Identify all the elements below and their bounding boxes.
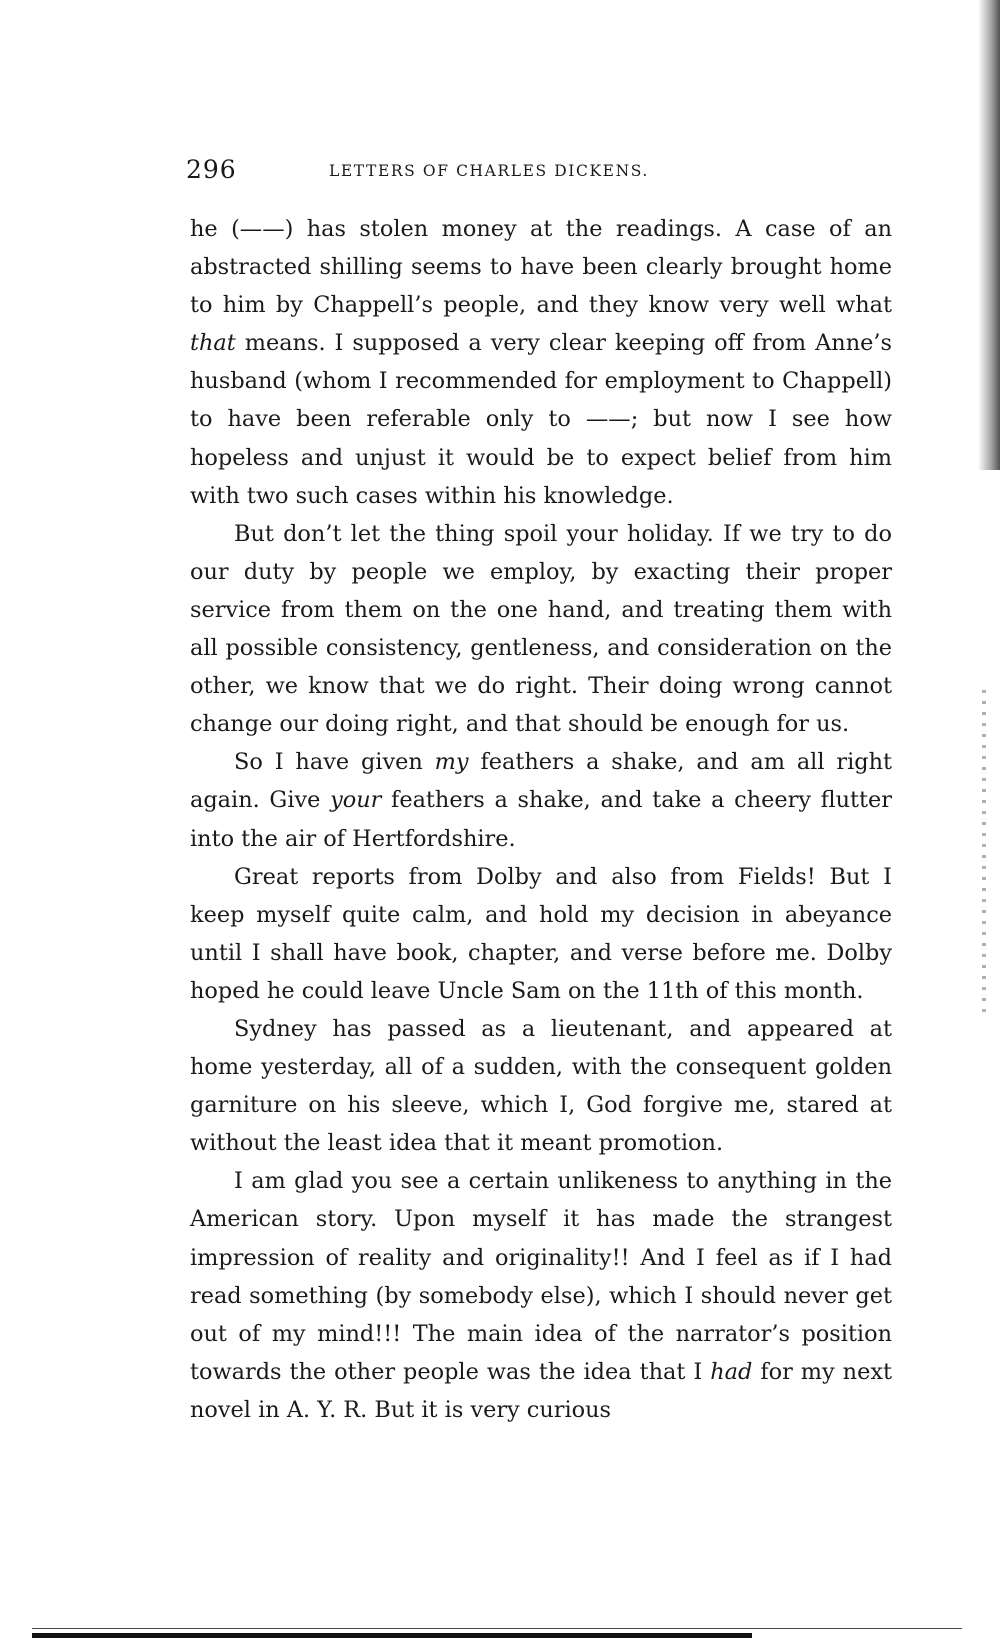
text-segment: So I have given — [234, 749, 435, 776]
paragraph — [190, 1010, 892, 1162]
text-segment: means. I supposed a very clear keeping off from Anne’s husband (whom I recommended for employment to Chappell) to have been referable only to ——; but now I see how hopeless and unjust it would be to expect belief from him with two such cases within his knowledge. — [190, 330, 892, 509]
text-segment: feathers a shake, and am all right again. Give — [190, 749, 892, 814]
text-segment: for my next novel in A. Y. R. But it is very curious — [190, 1358, 892, 1423]
paragraph — [190, 743, 892, 857]
letter-body — [190, 210, 892, 1429]
scan-edge-shadow — [978, 0, 1000, 470]
running-head: LETTERS OF CHARLES DICKENS. — [329, 162, 649, 180]
paragraph — [190, 858, 892, 1010]
scan-edge-marks — [982, 690, 986, 1020]
text-segment: feathers a shake, and take a cheery flutter into the air of Hertfordshire. — [190, 787, 892, 852]
text-segment: he (——) has stolen money at the readings. A case of an abstracted shilling seems to have been clearly brought home to him by Chappell’s people, and they know very well what — [190, 216, 892, 319]
text-segment: Sydney has passed as a lieutenant, and appeared at home yesterday, all of a sudden, with the consequent golden garniture on his sleeve, which I, God forgive me, stared at without the least idea that it meant promotion. — [190, 1015, 892, 1157]
bottom-scan-bar — [32, 1633, 752, 1638]
text-segment: Great reports from Dolby and also from Fields! But I keep myself quite calm, and hold my decision in abeyance until I shall have book, chapter, and verse before me. Dolby hoped he could leave Uncle Sam on the 11th of this month. — [190, 863, 892, 1004]
page-header — [186, 155, 886, 185]
bottom-scan-line — [32, 1628, 962, 1629]
page-number: 296 — [186, 155, 237, 184]
text-segment: But don’t let the thing spoil your holiday. If we try to do our duty by people we employ, by exacting their proper service from them on the one hand, and treating them with all possible consistency, gentleness, and consideration on the other, we know that we do right. Their doing wrong cannot change our doing right, and that should be enough for us. — [190, 520, 892, 738]
text-segment: I am glad you see a certain unlikeness to anything in the American story. Upon myself it has made the strangest impression of reality and originality!! And I feel as if I had read something (by somebody else), which I should never get out of my mind!!! The main idea of the narrator’s position towards the other people was the idea that I — [190, 1168, 892, 1385]
italic-segment: my — [434, 749, 469, 776]
paragraph — [190, 1162, 892, 1429]
italic-segment: your — [330, 787, 382, 814]
paragraph — [190, 515, 892, 744]
italic-segment: that — [190, 330, 236, 357]
paragraph — [190, 210, 892, 515]
italic-segment: had — [710, 1358, 753, 1385]
